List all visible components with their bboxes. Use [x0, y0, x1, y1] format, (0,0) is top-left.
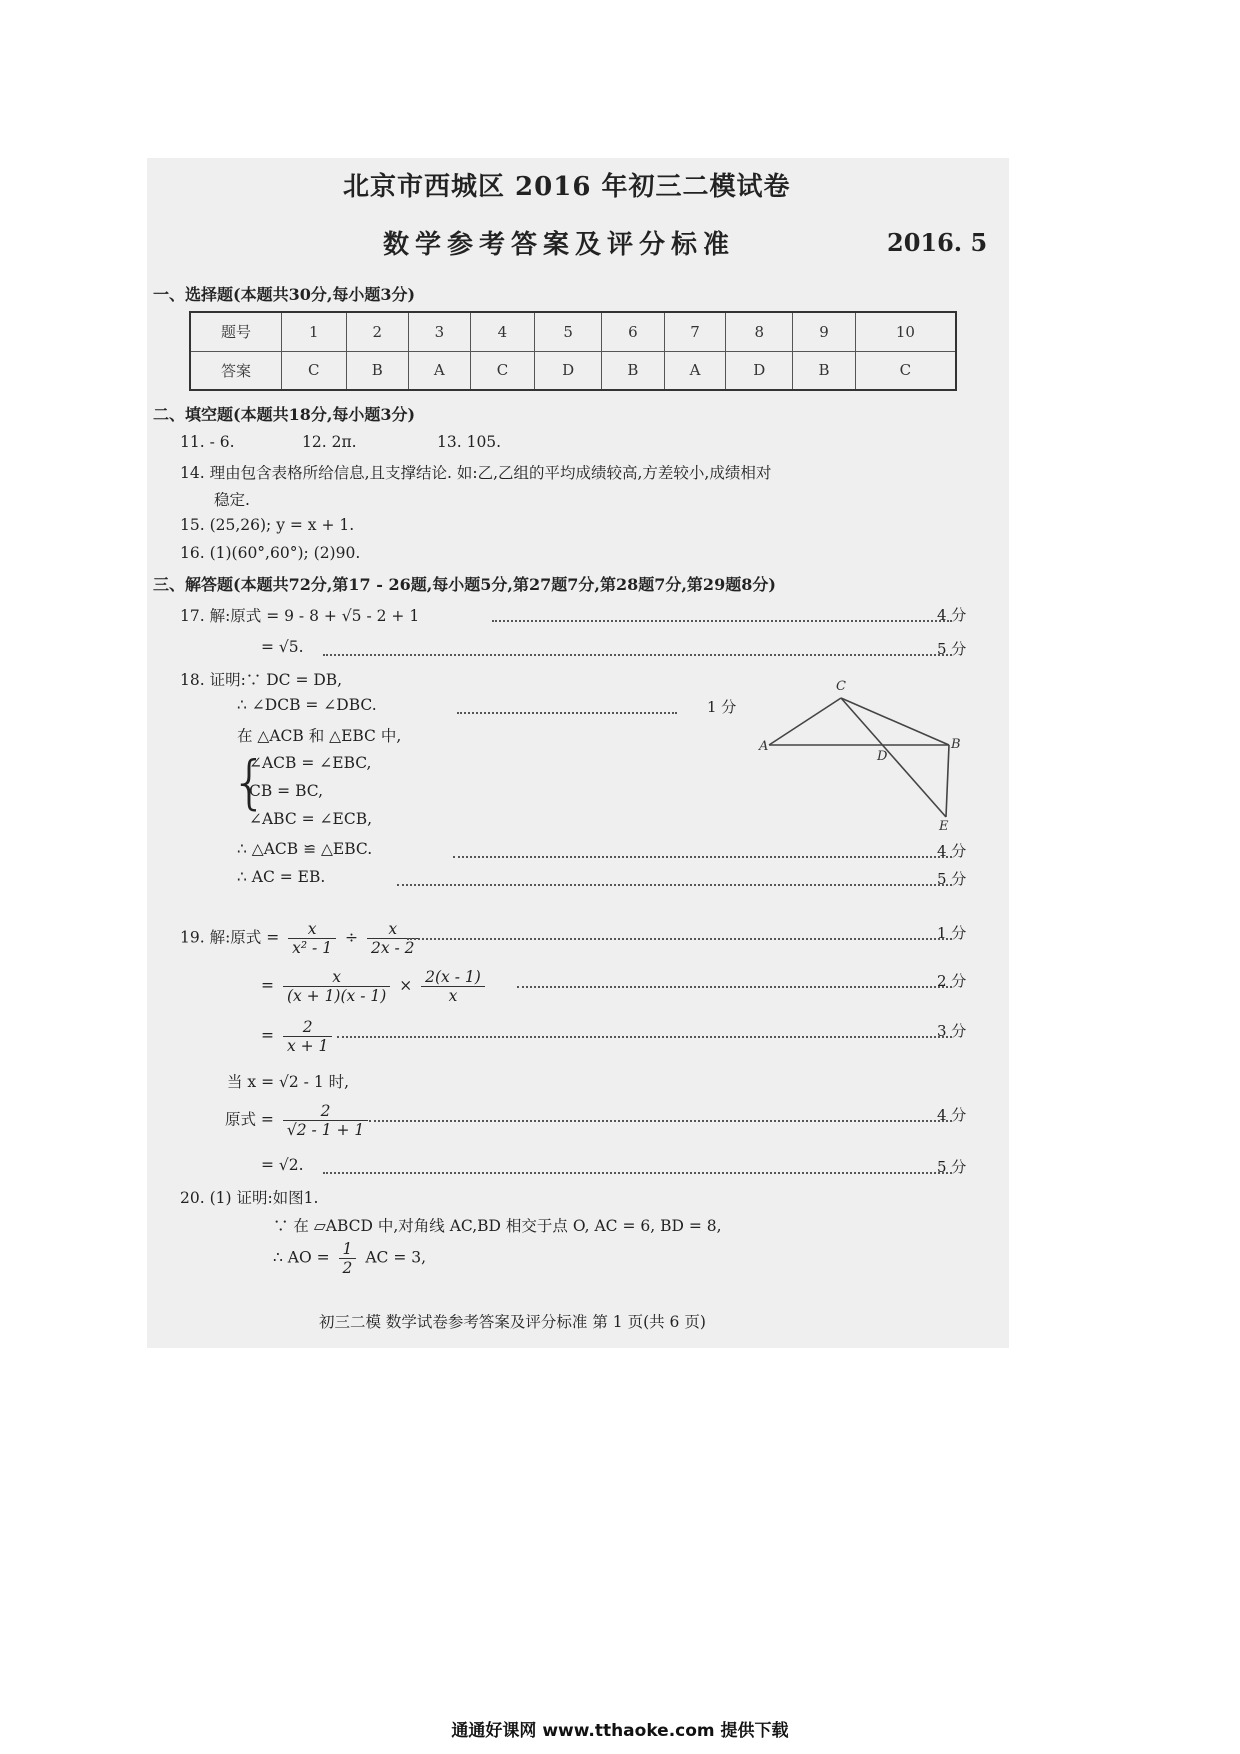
table-cell: C — [470, 351, 535, 390]
segment-ac — [769, 698, 841, 745]
answer-14-cont: 稳定. — [214, 491, 250, 509]
answer-16: 16. (1)(60°,60°); (2)90. — [180, 544, 361, 562]
page-footer: 初三二模 数学试卷参考答案及评分标准 第 1 页(共 6 页) — [319, 1313, 706, 1331]
q19-final: = √2. — [261, 1156, 304, 1174]
score-leader — [369, 1120, 952, 1122]
operator: × — [399, 976, 413, 995]
fraction: $\frac{2}{x + 1}$ — [283, 1018, 332, 1055]
table-cell: B — [346, 351, 409, 390]
score-label: 4 分 — [937, 606, 967, 624]
fraction: $\frac{2}{√2 - 1 + 1}$ — [283, 1102, 368, 1139]
q18-cond3: ∠ABC = ∠ECB, — [249, 810, 373, 828]
q20-line2: ∵ 在 ▱ABCD 中,对角线 AC,BD 相交于点 O, AC = 6, BD = 8, — [273, 1217, 722, 1235]
table-cell: A — [409, 351, 471, 390]
q17-line2: = √5. — [261, 638, 304, 656]
table-cell: D — [726, 351, 793, 390]
point-label: C — [836, 679, 846, 694]
q20-ao: ∴ AO = — [273, 1248, 330, 1267]
q18-line5: ∴ AC = EB. — [237, 868, 326, 886]
score-leader — [453, 856, 952, 858]
fraction: $\frac{x}{(x + 1)(x - 1)}$ — [283, 968, 390, 1005]
point-label: B — [951, 737, 961, 752]
score-label: 4 分 — [937, 842, 967, 860]
table-row — [190, 312, 956, 351]
q18-line2: ∴ ∠DCB = ∠DBC. — [237, 696, 377, 714]
equals: = — [261, 976, 274, 995]
score-leader — [323, 654, 952, 656]
site-footer: 通通好课网 www.tthaoke.com 提供下载 — [451, 1721, 789, 1741]
score-label: 5 分 — [937, 870, 967, 888]
q20-ac: AC = 3, — [365, 1248, 427, 1267]
score-leader — [397, 884, 952, 886]
q19-line2 — [261, 968, 489, 1005]
table-cell: 9 — [793, 312, 856, 351]
section3-heading: 三、解答题(本题共72分,第17 - 26题,每小题5分,第27题7分,第28题7分,第29题8分) — [153, 575, 776, 594]
table-cell: 答案 — [190, 351, 282, 390]
q19-orig: 原式 = — [225, 1110, 274, 1129]
score-leader — [337, 1036, 952, 1038]
answer-15: 15. (25,26); y = x + 1. — [180, 516, 355, 534]
table-cell: 6 — [602, 312, 665, 351]
score-leader — [457, 712, 677, 714]
exam-date: 2016. 5 — [887, 228, 988, 257]
operator: ÷ — [345, 928, 359, 947]
answer-14: 14. 理由包含表格所给信息,且支撑结论. 如:乙,乙组的平均成绩较高,方差较小,成绩相对 — [180, 464, 772, 482]
fraction: $\frac{2(x - 1)}{x}$ — [421, 968, 485, 1005]
table-cell: 3 — [409, 312, 471, 351]
answer-table — [189, 311, 957, 391]
segment-cb — [841, 698, 949, 745]
answer-13: 13. 105. — [437, 433, 502, 451]
fraction: $\frac{x}{\text{x² - 1}}$ — [288, 920, 336, 957]
table-cell: 题号 — [190, 312, 282, 351]
q18-cond1: ∠ACB = ∠EBC, — [249, 754, 372, 772]
q18-line4: ∴ △ACB ≌ △EBC. — [237, 840, 373, 858]
table-cell: 4 — [470, 312, 535, 351]
score-label: 3 分 — [937, 1022, 967, 1040]
equals: = — [261, 1026, 274, 1045]
score-leader — [323, 1172, 952, 1174]
table-cell: 5 — [535, 312, 602, 351]
answer-12: 12. 2π. — [302, 433, 357, 451]
point-label: E — [939, 819, 949, 834]
q19-line1 — [180, 920, 423, 957]
table-cell: 7 — [664, 312, 726, 351]
fraction: $\frac{x}{2x - 2}$ — [367, 920, 419, 957]
table-cell: D — [535, 351, 602, 390]
score-label: 1 分 — [707, 698, 737, 716]
answer-11: 11. - 6. — [180, 433, 235, 451]
score-leader — [517, 986, 952, 988]
q17-line1: 17. 解:原式 = 9 - 8 + √5 - 2 + 1 — [180, 607, 420, 625]
score-label: 5 分 — [937, 640, 967, 658]
segment-ce — [841, 698, 946, 817]
exam-title: 北京市西城区 2016 年初三二模试卷 — [343, 172, 791, 202]
brace-symbol: { — [231, 748, 268, 816]
section2-heading: 二、填空题(本题共18分,每小题3分) — [153, 405, 416, 424]
score-label: 1 分 — [937, 924, 967, 942]
fraction: $\frac{1}{2}$ — [339, 1240, 357, 1277]
section1-heading: 一、选择题(本题共30分,每小题3分) — [153, 285, 416, 304]
answer-key-title: 数学参考答案及评分标准 — [383, 230, 736, 260]
q18-cond2: CB = BC, — [249, 782, 324, 800]
score-leader — [492, 620, 952, 622]
segment-be — [946, 745, 949, 817]
q19-lead: 19. 解:原式 = — [180, 928, 280, 947]
table-cell: B — [793, 351, 856, 390]
q20-line1: 20. (1) 证明:如图1. — [180, 1189, 319, 1207]
scanned-page — [147, 158, 1009, 1348]
point-label: A — [759, 739, 769, 754]
table-cell: 10 — [855, 312, 956, 351]
q18-line1: 18. 证明:∵ DC = DB, — [180, 671, 343, 689]
score-label: 4 分 — [937, 1106, 967, 1124]
table-cell: C — [282, 351, 347, 390]
q19-when: 当 x = √2 - 1 时, — [227, 1073, 350, 1091]
table-cell: 1 — [282, 312, 347, 351]
table-cell: A — [664, 351, 726, 390]
point-label: D — [877, 749, 888, 764]
table-cell: C — [855, 351, 956, 390]
table-cell: 2 — [346, 312, 409, 351]
q19-line3 — [261, 1018, 336, 1055]
score-leader — [407, 938, 952, 940]
score-label: 2 分 — [937, 972, 967, 990]
score-label: 5 分 — [937, 1158, 967, 1176]
triangle-figure — [759, 670, 961, 834]
table-cell: 8 — [726, 312, 793, 351]
table-cell: B — [602, 351, 665, 390]
q20-line3 — [273, 1240, 426, 1277]
q18-line3: 在 △ACB 和 △EBC 中, — [237, 727, 402, 745]
table-row — [190, 351, 956, 390]
q19-line5 — [225, 1102, 372, 1139]
